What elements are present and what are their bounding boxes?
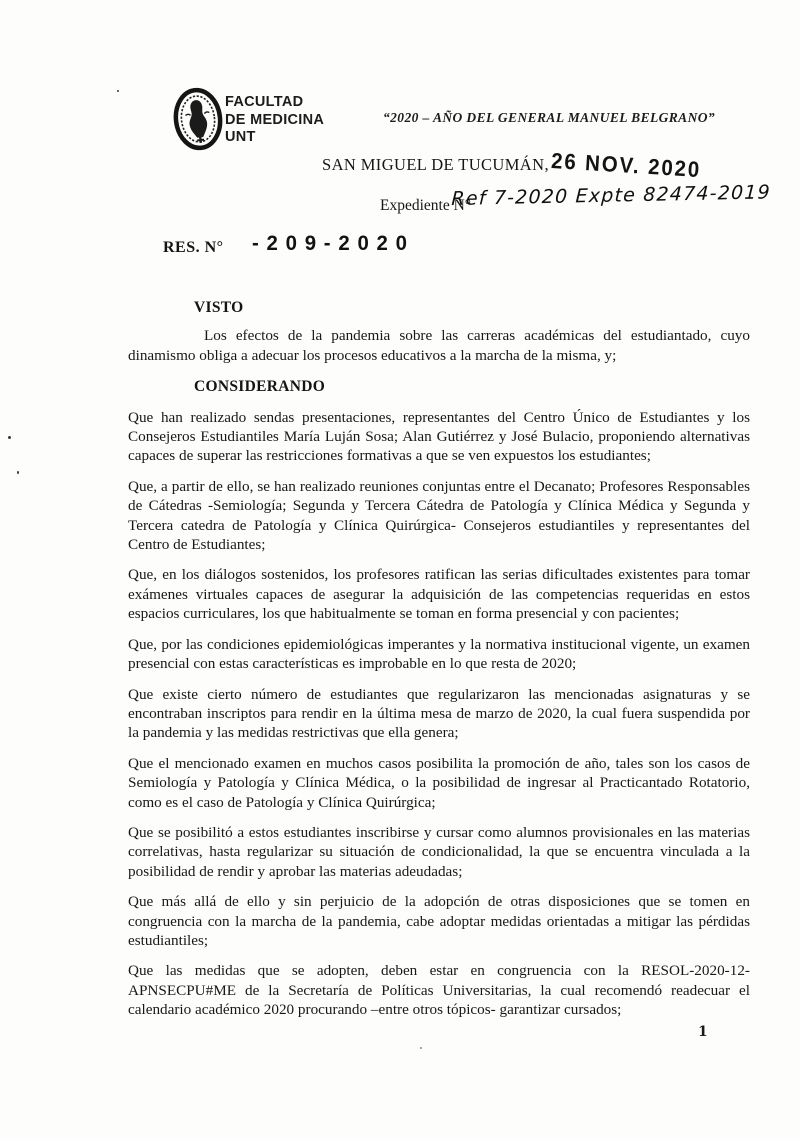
resolution-number-row [163, 234, 419, 258]
date-stamp: 26 NOV. 2020 [550, 148, 702, 183]
considerando-paragraph: Que más allá de ello y sin perjuicio de la adopción de otras disposiciones que se tomen en congruencia con la marcha de la pandemia, cabe adoptar medidas orientadas a mitigar las pérdidas estudiantiles; [128, 893, 750, 949]
place-and-date-line: SAN MIGUEL DE TUCUMÁN, [322, 155, 549, 174]
year-motto: “2020 – AÑO DEL GENERAL MANUEL BELGRANO” [383, 110, 716, 125]
considerando-paragraph: Que han realizado sendas presentaciones, representantes del Centro Único de Estudiantes y los Consejeros Estudiantiles María Luján Sosa; Alan Gutiérrez y José Bulacio, proponiendo alternativas capaces de superar las restricciones formativas a que se ven expuestos los estudiantes; [128, 408, 750, 465]
institution-line-2: DE MEDICINA [225, 111, 325, 128]
resolution-number-stamp: -209-2020 [251, 232, 415, 255]
scan-speck [8, 436, 11, 439]
scan-speck [17, 471, 19, 474]
resolution-label: RES. N° [163, 239, 224, 256]
considerando-paragraph: Que, por las condiciones epidemiológicas imperantes y la normativa institucional vigente, un examen presencial con estas características es improbable en lo que resta de 2020; [128, 635, 750, 673]
considerando-paragraph: Que el mencionado examen en muchos casos posibilita la promoción de año, tales son los casos de Semiología y Patología y Clínica Médica, o la posibilidad de ingresar al Practicantado Rotatorio, como es el caso de Patología y Clínica Quirúrgica; [128, 754, 750, 811]
institution-line-1: FACULTAD [225, 94, 304, 110]
considerando-heading: CONSIDERANDO [194, 378, 326, 396]
expediente-label: Expediente N° [380, 197, 471, 214]
institution-line-3: UNT [225, 129, 256, 145]
considerando-paragraph: Que existe cierto número de estudiantes que regularizaron las mencionadas asignaturas y se encontraban inscriptos para rendir en la última mesa de marzo de 2020, la cual fuera suspendida por la pandemia y las medidas restrictivas que ella genera; [128, 685, 750, 742]
expediente-handwritten-reference: Ref 7-2020 Expte 82474-2019 [450, 181, 772, 211]
considerando-paragraph: Que las medidas que se adopten, deben estar en congruencia con la RESOL-2020-12-APNSECPU#ME de la Secretaría de Políticas Universitarias, la cual recomendó readecuar el calendario académico 2020 procurando –entre otros tópicos- garantizar cursados; [128, 962, 750, 1019]
scan-speck [117, 90, 119, 92]
scan-speck [420, 1047, 422, 1049]
page-number: 1 [698, 1024, 708, 1040]
considerando-paragraph: Que se posibilitó a estos estudiantes inscribirse y cursar como alumnos provisionales en las materias correlativas, hasta regularizar su situación de condicionalidad, la que se encuentra vinculada a la posibilidad de rendir y aprobar las materias adeudadas; [128, 823, 750, 880]
considerando-paragraph: Que, en los diálogos sostenidos, los profesores ratifican las serias dificultades existentes para tomar exámenes virtuales capaces de asegurar la adquisición de las competencias requeridas en estos espacios curriculares, los que habitualmente se toman en forma presencial y con pacientes; [128, 566, 750, 623]
visto-heading: VISTO [194, 299, 244, 316]
institution-name [225, 94, 324, 147]
considerando-paragraph: Que, a partir de ello, se han realizado reuniones conjuntas entre el Decanato; Profesores Responsables de Cátedras -Semiología; Segunda y Tercera Cátedra de Patología y Clínica Médica y Segunda y Tercera catedra de Patología y Clínica Quirúrgica- Consejeros estudiantiles y representantes del Centro de Estudiantes; [128, 477, 750, 554]
visto-paragraph: Los efectos de la pandemia sobre las carreras académicas del estudiantado, cuyo dinamismo obliga a adecuar los procesos educativos a la marcha de la misma, y; [128, 327, 750, 364]
university-seal-icon [168, 83, 228, 155]
resolution-body [128, 298, 750, 1020]
